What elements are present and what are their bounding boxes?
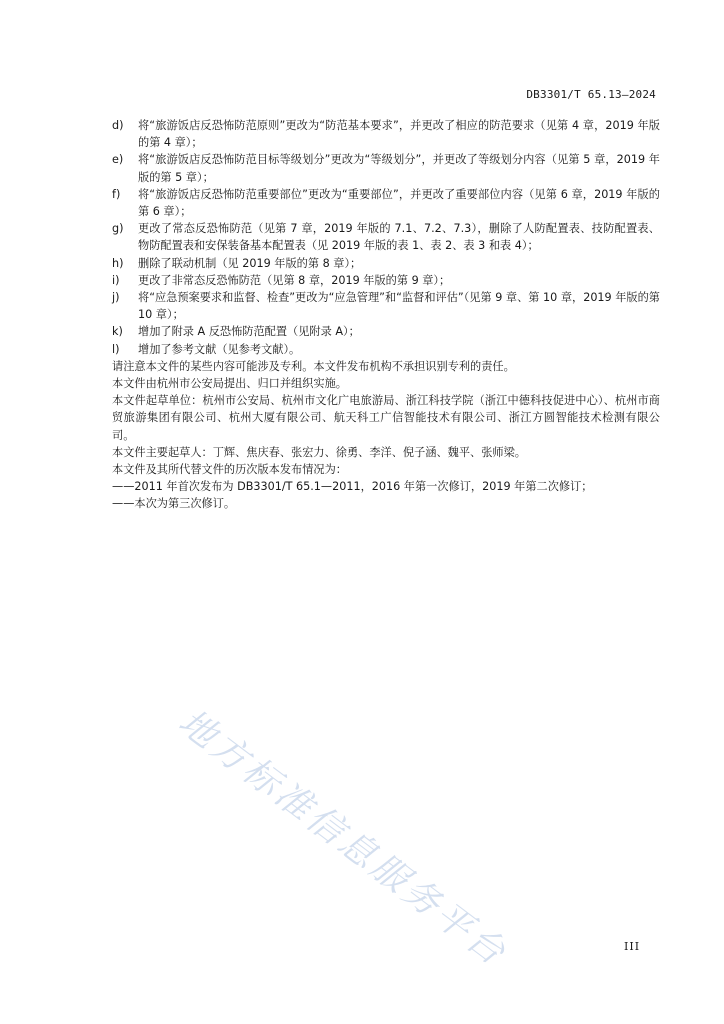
foreword-content: [112, 117, 660, 513]
history-line: ——本次为第三次修订。: [112, 497, 236, 511]
item-text: 更改了非常态反恐怖防范（见第 8 章，2019 年版的第 9 章）；: [138, 273, 451, 287]
drafting-units: 本文件起草单位：杭州市公安局、杭州市文化广电旅游局、浙江科技学院（浙江中德科技促进中心）、杭州市商贸旅游集团有限公司、杭州大厦有限公司、航天科工广信智能技术有限公司、浙江方圆智能技术检测有限公司。: [112, 394, 660, 442]
item-text: 更改了常态反恐怖防范（见第 7 章，2019 年版的 7.1、7.2、7.3），删除了人防配置表、技防配置表、物防配置表和安保装备基本配置表（见 2019 年版的表 1、表 2、表 3 和表 4）；: [138, 222, 660, 253]
list-item: [112, 151, 660, 185]
history-line: ——2011 年首次发布为 DB3301/T 65.1—2011，2016 年第一次修订，2019 年第二次修订；: [112, 480, 593, 494]
document-code: DB3301/T 65.13—2024: [526, 88, 656, 101]
item-marker: j): [112, 291, 120, 305]
list-item: [112, 255, 660, 272]
watermark: 地方标准信息服务平台: [170, 701, 515, 976]
item-marker: i): [112, 273, 120, 287]
list-item: [112, 220, 660, 254]
list-item: [112, 272, 660, 289]
item-text: 将“旅游饭店反恐怖防范原则”更改为“防范基本要求”，并更改了相应的防范要求（见第 4 章，2019 年版的第 4 章）；: [138, 119, 660, 150]
list-item: [112, 289, 660, 323]
item-text: 将“旅游饭店反恐怖防范重要部位”更改为“重要部位”，并更改了重要部位内容（见第 6 章，2019 年版的第 6 章）；: [138, 187, 660, 219]
drafters: 本文件主要起草人：丁辉、焦庆春、张宏力、徐勇、李洋、倪子涵、魏平、张师梁。: [112, 445, 526, 459]
item-text: 增加了附录 A 反恐怖防范配置（见附录 A）；: [138, 325, 360, 339]
item-text: 增加了参考文献（见参考文献）。: [138, 342, 301, 356]
item-marker: f): [112, 187, 121, 201]
patent-notice: 请注意本文件的某些内容可能涉及专利。本文件发布机构不承担识别专利的责任。: [112, 359, 515, 373]
item-text: 将“旅游饭店反恐怖防范目标等级划分”更改为“等级划分”，并更改了等级划分内容（见第 5 章，2019 年版的第 5 章）；: [138, 153, 660, 184]
proposer-statement: 本文件由杭州市公安局提出、归口并组织实施。: [112, 377, 347, 391]
list-item: [112, 117, 660, 151]
item-marker: l): [112, 342, 120, 356]
list-item: [112, 341, 660, 358]
item-marker: g): [112, 222, 124, 236]
item-marker: d): [112, 119, 124, 132]
list-item: [112, 323, 660, 340]
item-text: 删除了联动机制（见 2019 年版的第 8 章）；: [138, 256, 362, 270]
item-marker: h): [112, 256, 124, 270]
item-text: 将“应急预案要求和监督、检查”更改为“应急管理”和“监督和评估”（见第 9 章、第 10 章，2019 年版的第 10 章）；: [138, 291, 660, 322]
item-marker: k): [112, 325, 123, 339]
list-item: [112, 186, 660, 220]
page-number: III: [624, 940, 641, 953]
history-intro: 本文件及其所代替文件的历次版本发布情况为：: [112, 463, 347, 477]
item-marker: e): [112, 153, 124, 167]
